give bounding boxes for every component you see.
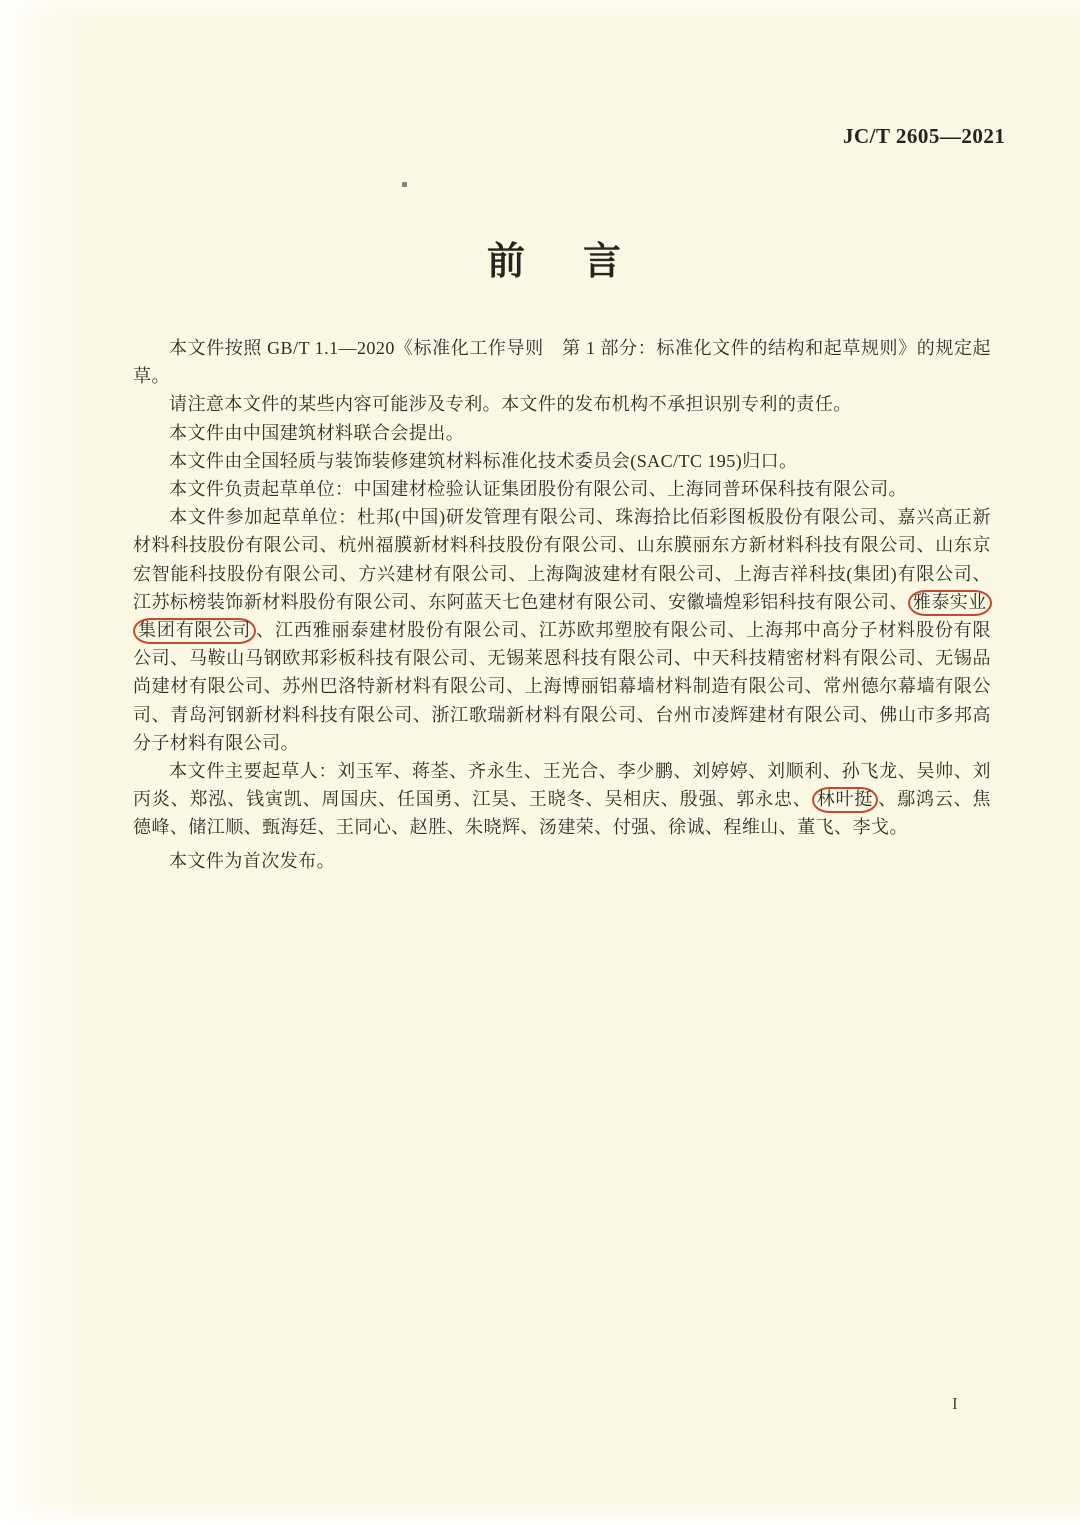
page-number: I: [952, 1394, 958, 1413]
participating-orgs-text-after: 、江西雅丽泰建材股份有限公司、江苏欧邦塑胶有限公司、上海邦中高分子材料股份有限公司、马鞍山马钢欧邦彩板科技有限公司、无锡莱恩科技有限公司、中天科技精密材料有限公司、无锡品尚建材有限公司、苏州巴洛特新材料有限公司、上海博丽铝幕墙材料制造有限公司、常州德尔幕墙有限公司、青岛河钢新材料科技有限公司、浙江歌瑞新材料有限公司、台州市凌辉建材有限公司、佛山市多邦高分子材料有限公司。: [133, 620, 992, 753]
paragraph-first-issue: 本文件为首次发布。: [169, 850, 336, 871]
paragraph-chief-drafting-orgs: 本文件负责起草单位：中国建材检验认证集团股份有限公司、上海同普环保科技有限公司。: [169, 479, 907, 500]
paragraph-drafting-basis: 本文件按照 GB/T 1.1—2020《标准化工作导则 第 1 部分：标准化文件的结构和起草规则》的规定起草。: [133, 338, 991, 387]
red-circle-annotation-company: 雅泰实业集团有限公司: [133, 590, 992, 644]
paragraph-main-drafters: [133, 757, 991, 842]
participating-orgs-text-before: 本文件参加起草单位：杜邦(中国)研发管理有限公司、珠海拾比佰彩图板股份有限公司、嘉兴高正新材料科技股份有限公司、杭州福膜新材料科技股份有限公司、山东膜丽东方新材料科技有限公司、山东京宏智能科技股份有限公司、方兴建材有限公司、上海陶波建材有限公司、上海吉祥科技(集团)有限公司、江苏标榜装饰新材料股份有限公司、东阿蓝天七色建材有限公司、安徽墙煌彩铝科技有限公司、: [133, 507, 991, 612]
standard-code: JC/T 2605—2021: [843, 124, 1006, 148]
paragraph-patent-notice: 请注意本文件的某些内容可能涉及专利。本文件的发布机构不承担识别专利的责任。: [169, 394, 852, 415]
page-title: [0, 230, 1080, 285]
foreword-body: [133, 334, 991, 875]
foreword-title: 前言: [486, 241, 679, 283]
paragraph-centralized-by: 本文件由全国轻质与装饰装修建筑材料标准化技术委员会(SAC/TC 195)归口。: [169, 450, 798, 471]
main-drafters-text-after: 、鄢鸿云、焦德峰、储江顺、甄海廷、王同心、赵胜、朱晓辉、汤建荣、付强、徐诚、程维山、董飞、李戈。: [133, 789, 991, 838]
paragraph-proposed-by: 本文件由中国建筑材料联合会提出。: [169, 422, 465, 443]
main-drafters-text-before: 本文件主要起草人：刘玉军、蒋荃、齐永生、王光合、李少鹏、刘婷婷、刘顺利、孙飞龙、吴帅、刘丙炎、郑泓、钱寅凯、周国庆、任国勇、江昊、王晓冬、吴相庆、殷强、郭永忠、: [133, 761, 991, 810]
scan-artifact-speck: [402, 182, 407, 187]
paragraph-participating-orgs: [133, 503, 991, 757]
red-circle-annotation-person: 林叶挺: [812, 787, 879, 813]
